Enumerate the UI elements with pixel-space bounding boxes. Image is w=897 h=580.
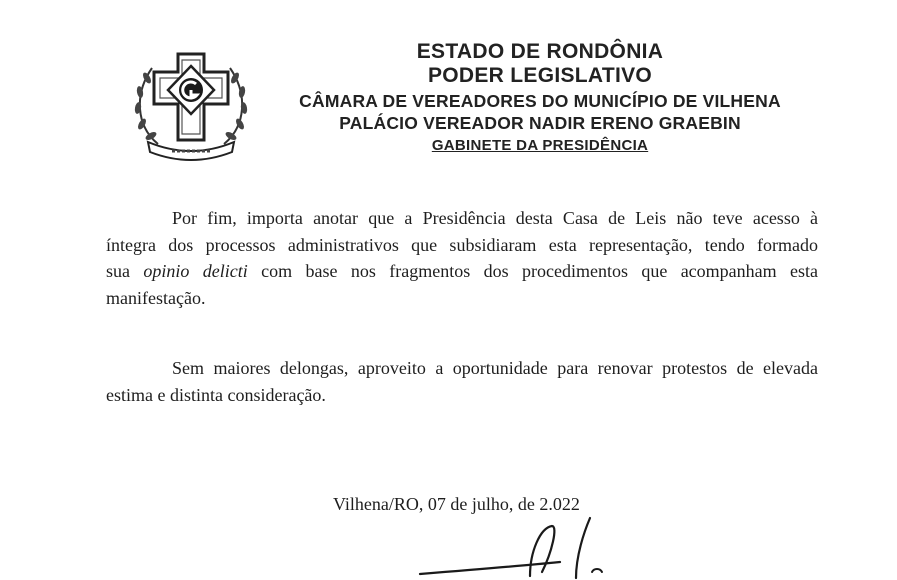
palace-title: PALÁCIO VEREADOR NADIR ERENO GRAEBIN <box>339 113 741 133</box>
state-title: ESTADO DE RONDÔNIA <box>416 40 664 63</box>
paragraph-line: íntegra dos processos administrativos que subsidiaram esta representação, tendo formado <box>106 234 818 255</box>
handwritten-signature-icon <box>380 512 620 580</box>
text-segment: sua <box>106 261 144 281</box>
paragraph-access-note <box>106 205 818 311</box>
paragraph-line <box>106 258 818 285</box>
place-and-date: Vilhena/RO, 07 de julho, de 2.022 <box>333 494 580 514</box>
paragraph-closing <box>106 355 818 408</box>
document-letterhead <box>280 40 800 156</box>
branch-title: PODER LEGISLATIVO <box>427 64 653 87</box>
text-segment: com base nos fragmentos dos procedimentos que acompanham esta <box>247 261 819 281</box>
municipal-seal-icon <box>128 44 254 162</box>
paragraph-line <box>106 355 818 382</box>
office-title: GABINETE DA PRESIDÊNCIA <box>431 137 649 154</box>
paragraph-line-text: Sem maiores delongas, aproveito a oportunidade para renovar protestos de elevada <box>172 358 818 378</box>
paragraph-line: estima e distinta consideração. <box>106 384 326 405</box>
latin-term: opinio delicti <box>143 261 248 281</box>
paragraph-line: manifestação. <box>106 287 206 308</box>
chamber-title: CÂMARA DE VEREADORES DO MUNICÍPIO DE VILHENA <box>299 91 781 111</box>
paragraph-line <box>106 205 818 232</box>
paragraph-line-text: Por fim, importa anotar que a Presidência desta Casa de Leis não teve acesso à <box>172 208 818 228</box>
